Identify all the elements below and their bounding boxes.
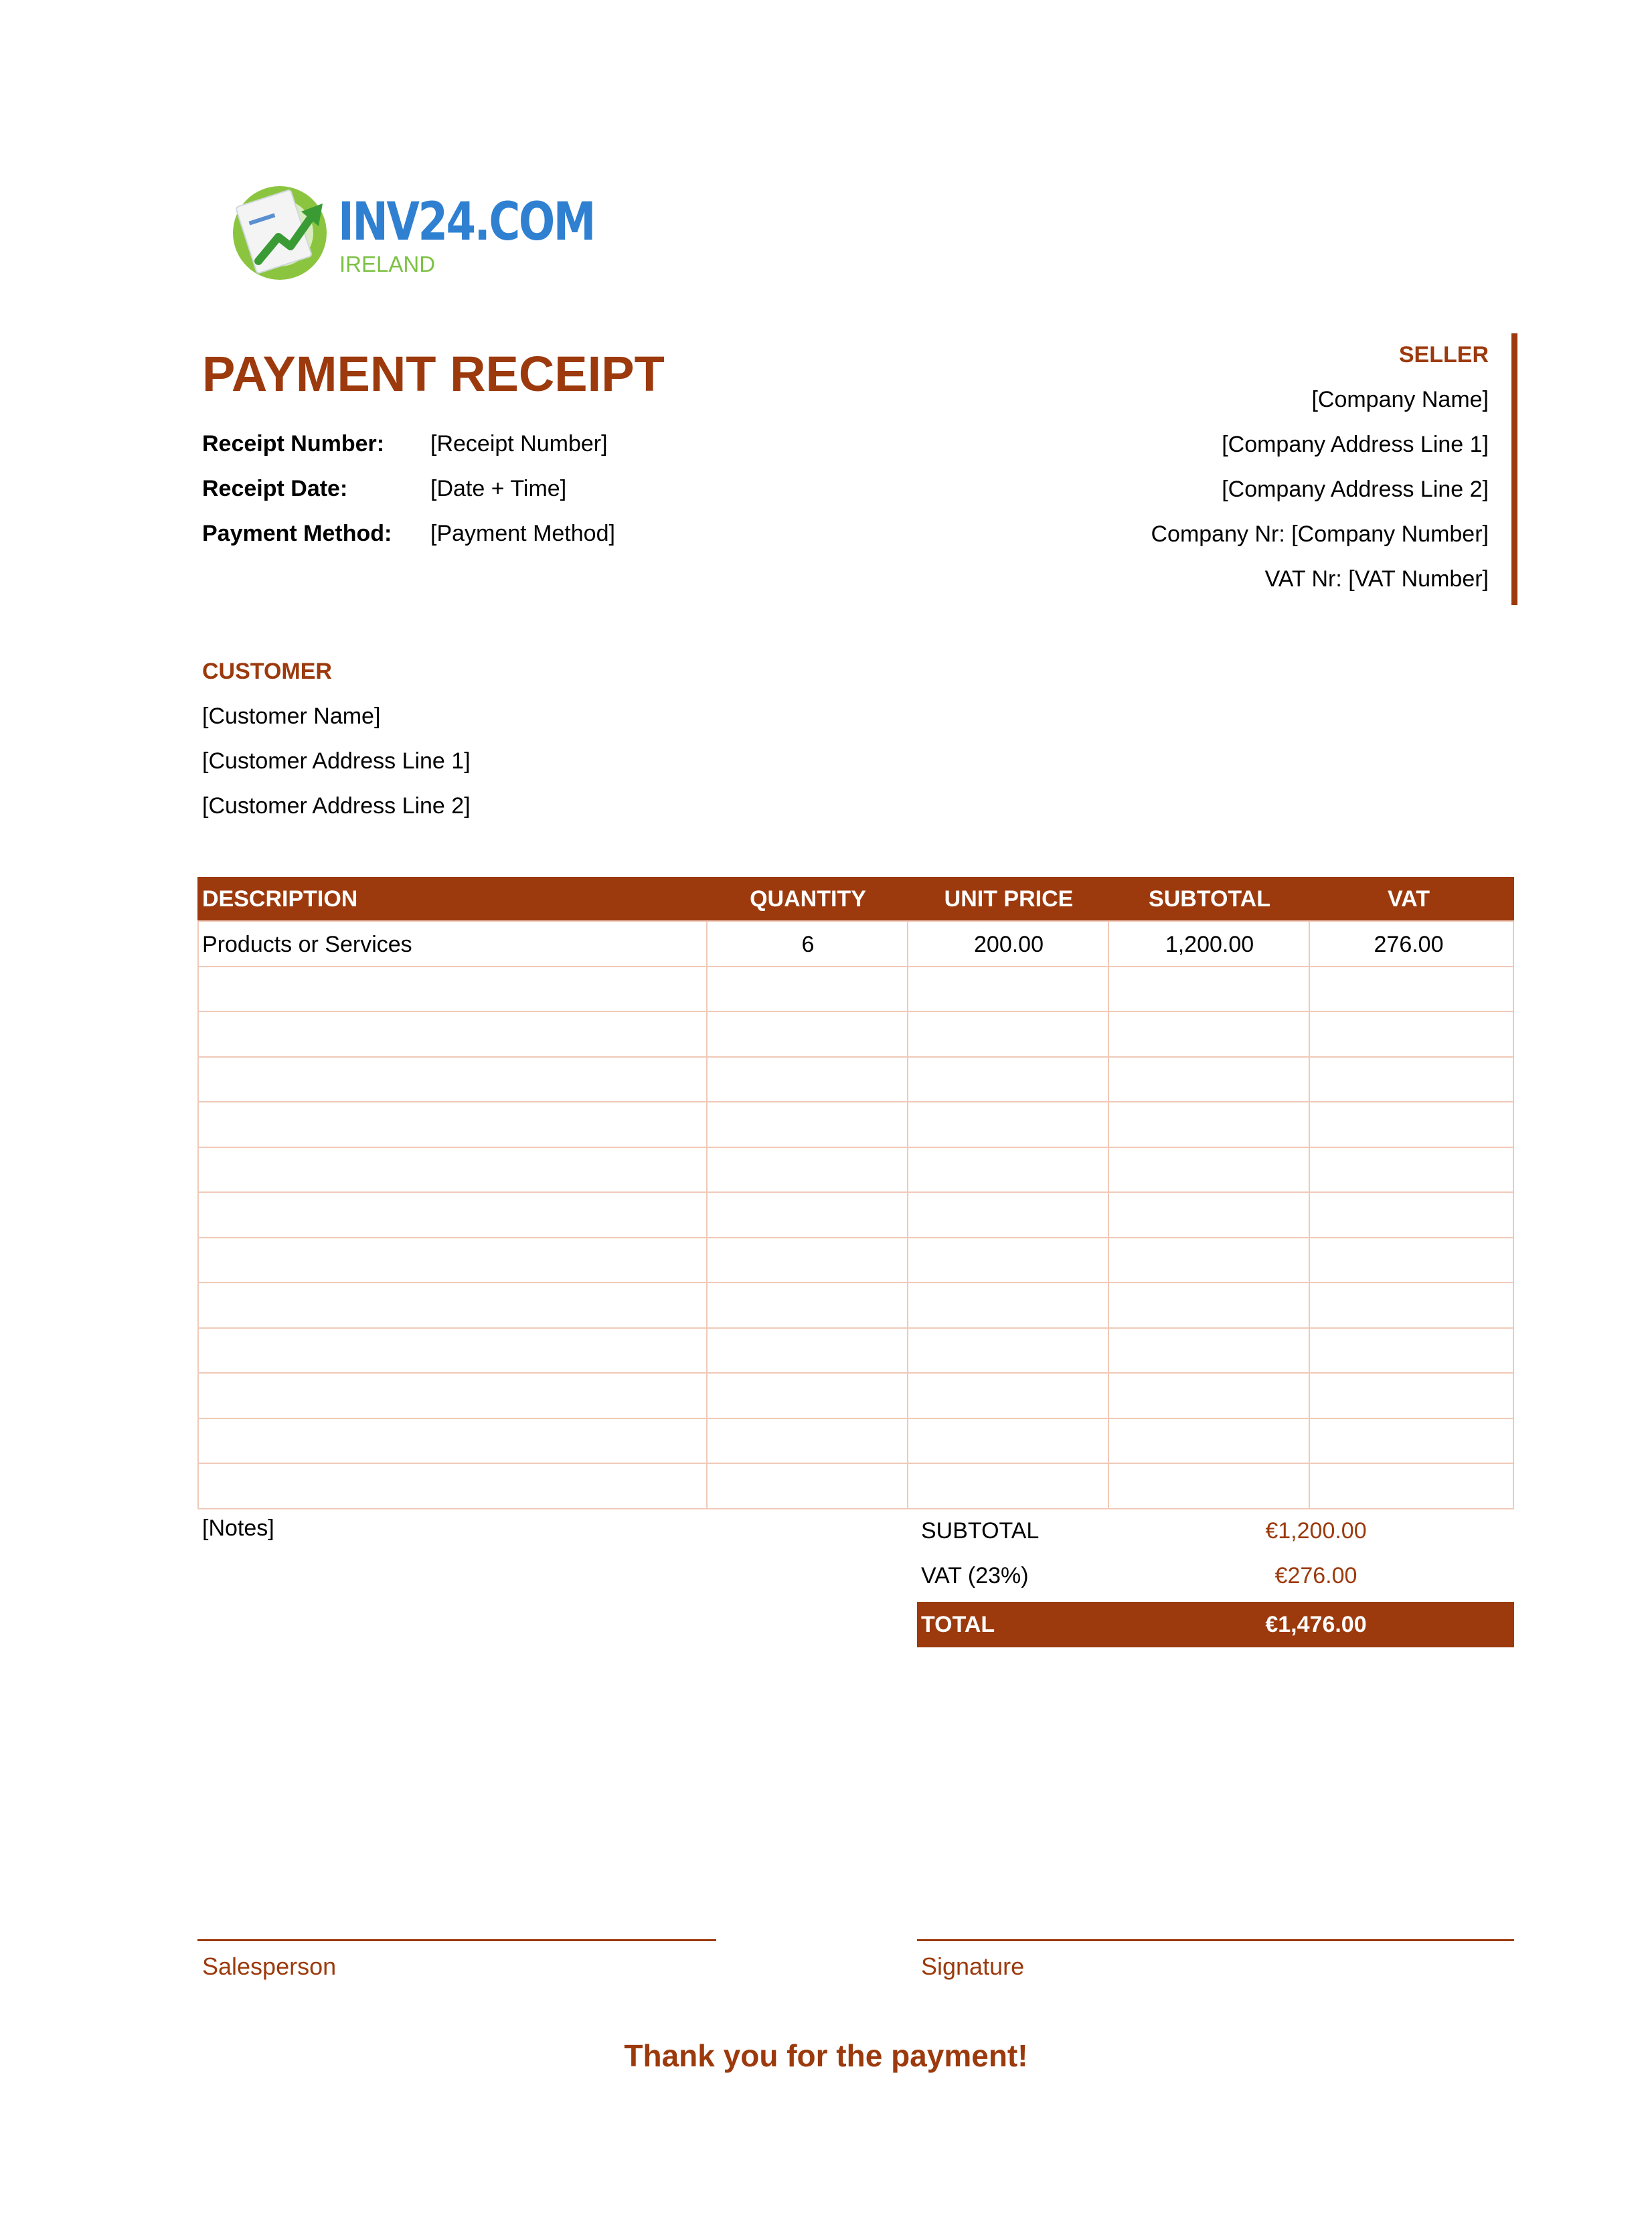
vat-label: VAT (23%)	[921, 1563, 1029, 1588]
customer-heading: CUSTOMER	[202, 659, 332, 684]
total-value: €1,476.00	[1265, 1612, 1367, 1637]
table-row-divider	[197, 1101, 1514, 1102]
row-unit-price: 200.00	[974, 932, 1044, 957]
table-row-divider	[197, 1463, 1514, 1464]
thank-you-message: Thank you for the payment!	[624, 2038, 1028, 2073]
table-column-divider	[1513, 921, 1514, 1509]
vat-value: €276.00	[1274, 1563, 1357, 1588]
customer-address-line-2: [Customer Address Line 2]	[202, 793, 471, 819]
table-row-divider	[197, 1508, 1514, 1509]
table-column-divider	[907, 921, 908, 1509]
table-row-divider	[197, 1237, 1514, 1238]
receipt-date-label: Receipt Date:	[202, 476, 348, 501]
seller-heading: SELLER	[1398, 342, 1489, 367]
table-row-divider	[197, 1327, 1514, 1329]
table-row-divider	[197, 1418, 1514, 1419]
customer-name: [Customer Name]	[202, 704, 381, 729]
table-column-divider	[1309, 921, 1310, 1509]
table-row-divider	[197, 966, 1514, 967]
signature-label: Signature	[921, 1953, 1025, 1980]
column-header-subtotal: SUBTOTAL	[1149, 886, 1270, 912]
table-row-divider	[197, 1011, 1514, 1012]
salesperson-signature-line	[197, 1939, 716, 1941]
subtotal-value: €1,200.00	[1265, 1518, 1367, 1544]
logo-subtitle: IRELAND	[339, 252, 436, 276]
row-quantity: 6	[801, 932, 815, 957]
items-table	[197, 877, 1514, 1507]
total-label: TOTAL	[921, 1612, 995, 1637]
table-row-divider	[197, 1191, 1514, 1193]
receipt-date-value: [Date + Time]	[430, 476, 567, 501]
receipt-number-label: Receipt Number:	[202, 431, 385, 457]
customer-address-line-1: [Customer Address Line 1]	[202, 748, 471, 774]
signature-line	[917, 1939, 1514, 1941]
seller-vat-number: VAT Nr: [VAT Number]	[1264, 566, 1489, 592]
table-column-divider	[1108, 921, 1109, 1509]
row-description: Products or Services	[202, 932, 412, 957]
column-header-description: DESCRIPTION	[202, 886, 358, 912]
salesperson-label: Salesperson	[202, 1953, 337, 1980]
receipt-number-value: [Receipt Number]	[430, 431, 608, 457]
table-column-divider	[706, 921, 708, 1509]
table-row-divider	[197, 1147, 1514, 1148]
seller-accent-bar	[1511, 333, 1517, 605]
subtotal-label: SUBTOTAL	[921, 1518, 1040, 1544]
table-row-divider	[197, 920, 1514, 922]
row-vat: 276.00	[1374, 932, 1444, 957]
logo-wordmark: INV24.COM	[338, 192, 594, 252]
seller-company-number: Company Nr: [Company Number]	[1151, 521, 1489, 547]
column-header-quantity: QUANTITY	[750, 886, 866, 912]
page-title: PAYMENT RECEIPT	[202, 346, 665, 402]
table-row-divider	[197, 1282, 1514, 1283]
seller-address-line-1: [Company Address Line 1]	[1222, 432, 1489, 457]
table-header	[197, 877, 1514, 921]
notes: [Notes]	[202, 1515, 274, 1541]
row-subtotal: 1,200.00	[1165, 932, 1254, 957]
table-row-divider	[197, 1056, 1514, 1058]
seller-address-line-2: [Company Address Line 2]	[1222, 477, 1489, 502]
column-header-unit-price: UNIT PRICE	[944, 886, 1074, 912]
table-row-divider	[197, 1372, 1514, 1374]
table-column-divider	[197, 921, 199, 1509]
column-header-vat: VAT	[1388, 886, 1430, 912]
seller-company-name: [Company Name]	[1311, 387, 1489, 412]
payment-method-label: Payment Method:	[202, 521, 392, 546]
payment-method-value: [Payment Method]	[430, 521, 615, 546]
